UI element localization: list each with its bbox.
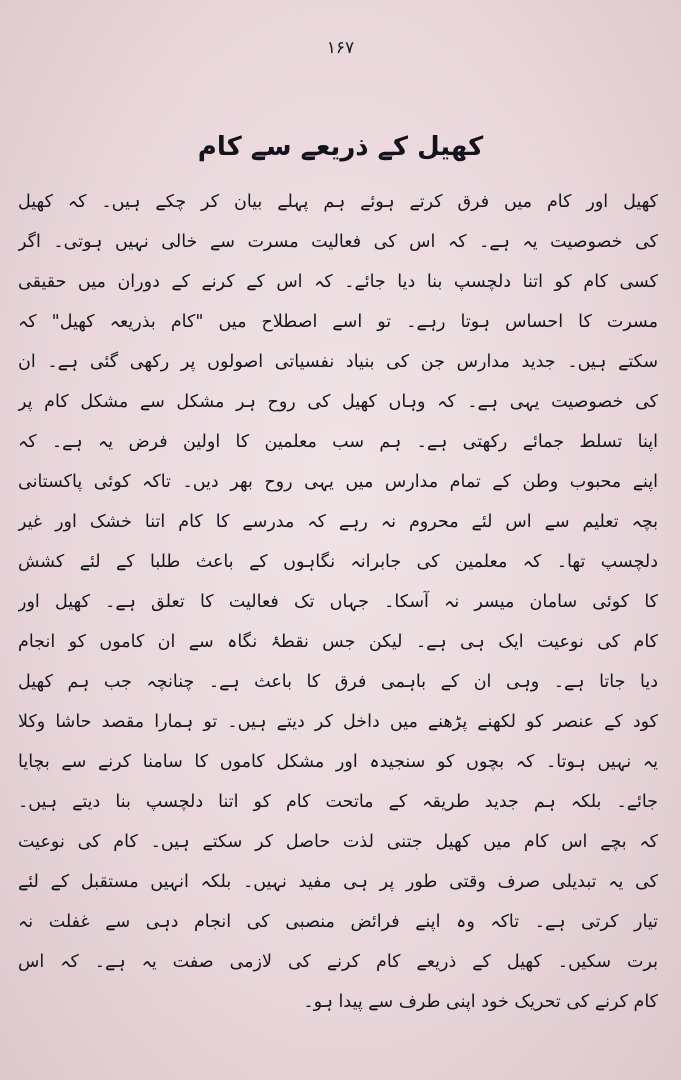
text-line: کسی کام کو اتنا دلچسپ بنا دیا جائے۔ کہ اس کے کرنے کے دوران میں حقیقی [18,272,658,292]
text-line: اپنے محبوب وطن کے تمام مدارس میں یہی روح بھر دیں۔ تاکہ کوئی پاکستانی [18,472,658,492]
text-line: کی یہ تبدیلی صرف وقتی طور پر ہی مفید نہیں۔ بلکہ انہیں مستقبل کے لئے [18,872,658,892]
text-line: بچہ تعلیم سے اس لئے محروم نہ رہے کہ مدرسے کا کام اتنا خشک اور غیر [18,512,658,532]
text-line: یہ نہیں ہوتا۔ کہ بچوں کو سنجیدہ اور مشکل کاموں کا سامنا کرنے سے بچایا [18,752,658,772]
text-line: کی خصوصیت یہی ہے۔ کہ وہاں کھیل کی روح ہر مشکل سے مشکل کام پر [18,392,658,412]
body-text [18,182,658,1022]
text-line: دیا جاتا ہے۔ وہی ان کے باہمی فرق کا باعث ہے۔ چنانچہ جب ہم کھیل [18,672,658,692]
text-line: تیار کرتی ہے۔ تاکہ وہ اپنے فرائض منصبی کی انجام دہی سے غفلت نہ [18,912,658,932]
text-line: کھیل اور کام میں فرق کرتے ہوئے ہم پہلے بیان کر چکے ہیں۔ کہ کھیل [18,192,658,212]
text-line: مسرت کا احساس ہوتا رہے۔ تو اسے اصطلاح میں "کام بذریعہ کھیل" کہ [18,312,658,332]
text-line: کود کے عنصر کو لکھنے پڑھنے میں داخل کر دیتے ہیں۔ تو ہمارا مقصد حاشا وکلا [18,712,658,732]
text-line: کا کوئی سامان میسر نہ آسکا۔ جہاں تک فعالیت کا تعلق ہے۔ کھیل اور [18,592,658,612]
text-line: جائے۔ بلکہ ہم جدید طریقہ کے ماتحت کام کو اتنا دلچسپ بنا دیتے ہیں۔ [18,792,658,812]
text-line: کی خصوصیت یہ ہے۔ کہ اس کی فعالیت مسرت سے خالی نہیں ہوتی۔ اگر [18,232,658,252]
chapter-title: کھیل کے ذریعے سے کام [197,132,484,162]
text-line: کام کی نوعیت ایک ہی ہے۔ لیکن جس نقطۂ نگاہ سے ان کاموں کو انجام [18,632,658,652]
text-line: دلچسپ تھا۔ کہ معلمین کی جابرانہ نگاہوں کے باعث طلبا کے لئے کشش [18,552,658,572]
text-line: کہ بچے اس کام میں کھیل جتنی لذت حاصل کر سکتے ہیں۔ کام کی نوعیت [18,832,658,852]
text-line: کام کرنے کی تحریک خود اپنی طرف سے پیدا ہو۔ [303,992,658,1012]
text-line: برت سکیں۔ کھیل کے ذریعے کام کرنے کی لازمی صفت یہ ہے۔ کہ اس [18,952,658,972]
page-number: ۱۶۷ [326,38,355,58]
text-line: سکتے ہیں۔ جدید مدارس جن کی بنیاد نفسیاتی اصولوں پر رکھی گئی ہے۔ ان [18,352,658,372]
text-line: اپنا تسلط جمائے رکھتی ہے۔ ہم سب معلمین کا اولین فرض یہ ہے۔ کہ [18,432,658,452]
